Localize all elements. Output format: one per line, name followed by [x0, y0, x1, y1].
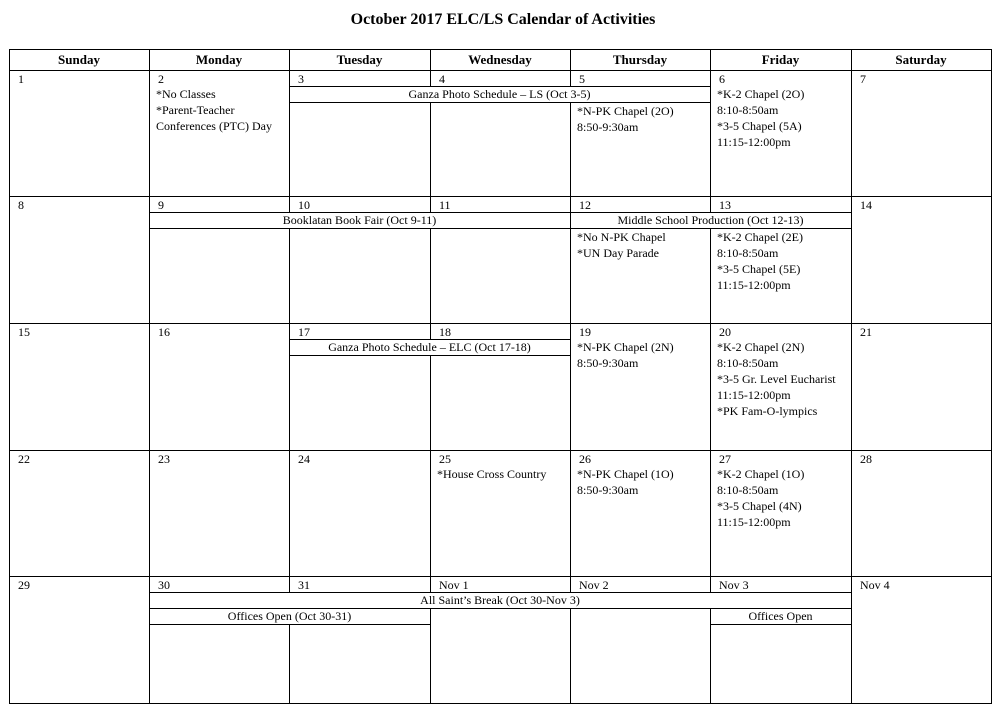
grid-line — [991, 49, 992, 704]
event-text: *K-2 Chapel (2N) 8:10-8:50am *3-5 Gr. Level Eucharist 11:15-12:00pm *PK Fam-O-lympics — [717, 340, 836, 418]
day-number: 30 — [158, 578, 170, 592]
day-number: Nov 3 — [719, 578, 749, 592]
day-number: 12 — [579, 198, 591, 212]
day-number: Nov 1 — [439, 578, 469, 592]
day-number: 22 — [18, 452, 30, 466]
event-text: *K-2 Chapel (2O) 8:10-8:50am *3-5 Chapel (5A) 11:15-12:00pm — [717, 87, 805, 149]
grid-line — [9, 576, 992, 577]
span-event-label: Middle School Production (Oct 12-13) — [617, 213, 804, 227]
day-number: 6 — [719, 72, 725, 86]
grid-line — [710, 624, 852, 625]
day-number: 23 — [158, 452, 170, 466]
day-number: 19 — [579, 325, 591, 339]
day-number: Nov 4 — [860, 578, 890, 592]
day-number: 16 — [158, 325, 170, 339]
grid-line — [9, 196, 992, 197]
page-title: October 2017 ELC/LS Calendar of Activities — [350, 11, 656, 28]
weekday-header: Thursday — [612, 52, 668, 67]
weekday-header: Wednesday — [468, 52, 532, 67]
weekday-header: Friday — [761, 52, 800, 67]
day-number: 3 — [298, 72, 304, 86]
grid-line — [9, 323, 992, 324]
grid-line — [851, 49, 852, 704]
grid-line — [9, 70, 992, 71]
span-event-label: Offices Open (Oct 30-31) — [227, 609, 352, 623]
day-number: 17 — [298, 325, 310, 339]
event-text: *N-PK Chapel (1O) 8:50-9:30am — [577, 467, 674, 497]
day-number: 31 — [298, 578, 310, 592]
day-number: 15 — [18, 325, 30, 339]
grid-line — [149, 624, 431, 625]
span-event-label: Ganza Photo Schedule – ELC (Oct 17-18) — [328, 340, 531, 354]
day-number: 4 — [439, 72, 445, 86]
event-text: *No N-PK Chapel *UN Day Parade — [577, 230, 666, 260]
day-number: 29 — [18, 578, 30, 592]
event-text: *N-PK Chapel (2O) 8:50-9:30am — [577, 104, 674, 134]
event-text: *K-2 Chapel (1O) 8:10-8:50am *3-5 Chapel (4N) 11:15-12:00pm — [717, 467, 805, 529]
span-event-label: All Saint’s Break (Oct 30-Nov 3) — [420, 593, 580, 607]
day-number: 18 — [439, 325, 451, 339]
day-number: 9 — [158, 198, 164, 212]
span-event-label: Booklatan Book Fair (Oct 9-11) — [282, 213, 437, 227]
day-number: 26 — [579, 452, 591, 466]
event-text: *N-PK Chapel (2N) 8:50-9:30am — [577, 340, 674, 370]
day-number: 21 — [860, 325, 872, 339]
grid-line — [9, 450, 992, 451]
day-number: 5 — [579, 72, 585, 86]
day-number: 8 — [18, 198, 24, 212]
event-text: *No Classes *Parent-Teacher Conferences (PTC) Day — [156, 87, 272, 133]
day-number: 7 — [860, 72, 866, 86]
day-number: 1 — [18, 72, 24, 86]
day-number: 24 — [298, 452, 310, 466]
grid-line — [9, 49, 10, 704]
day-number: 27 — [719, 452, 731, 466]
day-number: 11 — [439, 198, 451, 212]
weekday-header: Saturday — [895, 52, 947, 67]
span-event-label: Offices Open — [748, 609, 813, 623]
grid-line — [289, 355, 571, 356]
calendar-grid — [9, 49, 991, 703]
day-number: 14 — [860, 198, 872, 212]
event-text: *House Cross Country — [437, 467, 547, 481]
grid-line — [149, 228, 571, 229]
day-number: 25 — [439, 452, 451, 466]
grid-line — [9, 703, 992, 704]
day-number: Nov 2 — [579, 578, 609, 592]
weekday-header: Monday — [195, 52, 243, 67]
day-number: 28 — [860, 452, 872, 466]
day-number: 20 — [719, 325, 731, 339]
weekday-header: Tuesday — [336, 52, 383, 67]
day-number: 2 — [158, 72, 164, 86]
weekday-header: Sunday — [58, 52, 100, 67]
span-event-label: Ganza Photo Schedule – LS (Oct 3-5) — [408, 87, 591, 101]
event-text: *K-2 Chapel (2E) 8:10-8:50am *3-5 Chapel (5E) 11:15-12:00pm — [717, 230, 803, 292]
day-number: 10 — [298, 198, 310, 212]
day-number: 13 — [719, 198, 731, 212]
